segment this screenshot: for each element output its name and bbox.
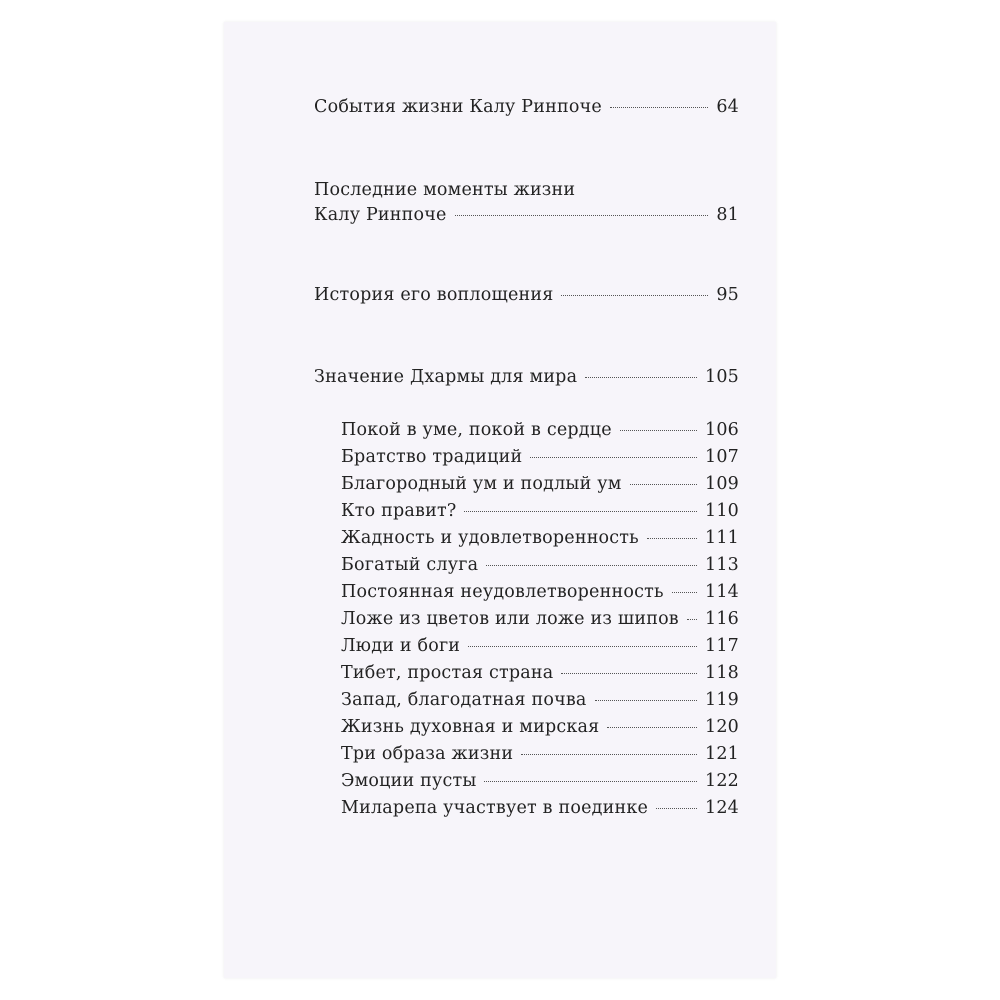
toc-subentry-title: Ложе из цветов или ложе из шипов	[341, 609, 679, 629]
toc-subentry-page: 120	[704, 717, 739, 737]
dot-leader	[585, 377, 697, 378]
book-page	[224, 22, 776, 978]
toc-subentry-page: 122	[704, 771, 739, 791]
dot-leader	[521, 754, 697, 755]
toc-subentry-title: Три образа жизни	[341, 744, 514, 764]
dot-leader	[486, 565, 697, 566]
toc-subentry-title: Богатый слуга	[341, 555, 479, 575]
toc-subentry-page: 106	[704, 420, 739, 440]
toc-subentry	[341, 663, 739, 683]
toc-subentry-page: 117	[704, 636, 739, 656]
dot-leader	[455, 215, 709, 216]
toc-subentry-page: 111	[704, 528, 739, 548]
dot-leader	[672, 592, 697, 593]
dot-leader	[647, 538, 697, 539]
toc-subentry-page: 113	[704, 555, 739, 575]
dot-leader	[595, 700, 697, 701]
toc-subentry-page: 119	[704, 690, 739, 710]
toc-subentry-page: 118	[704, 663, 739, 683]
toc-subentry-page: 110	[704, 501, 739, 521]
toc-entry-title-line2: Калу Ринпоче	[314, 205, 447, 225]
toc-subentry	[341, 528, 739, 548]
dot-leader	[530, 457, 697, 458]
toc-entry	[314, 205, 739, 225]
toc-subentry-title: Братство традиций	[341, 447, 523, 467]
toc-subentry-title: Эмоции пусты	[341, 771, 477, 791]
toc-entry	[314, 285, 739, 305]
toc-subentry-title: Жадность и удовлетворенность	[341, 528, 639, 548]
dot-leader	[630, 484, 697, 485]
toc-subentry-page: 124	[704, 798, 739, 818]
dot-leader	[620, 430, 697, 431]
toc-subentry	[341, 501, 739, 521]
toc-subentry-page: 121	[704, 744, 739, 764]
toc-subentry-page: 109	[704, 474, 739, 494]
toc-subentry	[341, 798, 739, 818]
toc-subentry-title: Тибет, простая страна	[341, 663, 554, 683]
toc-subentry	[341, 474, 739, 494]
toc-subentry-page: 114	[704, 582, 739, 602]
toc-subentry	[341, 744, 739, 764]
toc-subentry-title: Запад, благодатная почва	[341, 690, 587, 710]
toc-subentry	[341, 420, 739, 440]
toc-subentry-title: Благородный ум и подлый ум	[341, 474, 622, 494]
toc-subentry	[341, 582, 739, 602]
dot-leader	[561, 673, 697, 674]
dot-leader	[561, 295, 708, 296]
toc-subentry-title: Кто правит?	[341, 501, 457, 521]
toc-subentry	[341, 717, 739, 737]
toc-subentry	[341, 636, 739, 656]
toc-subentry-page: 107	[704, 447, 739, 467]
toc-subentry-title: Жизнь духовная и мирская	[341, 717, 600, 737]
toc-subentry-title: Люди и боги	[341, 636, 461, 656]
toc-entry-page: 81	[716, 205, 739, 225]
toc-entry-page: 105	[704, 367, 739, 387]
dot-leader	[484, 781, 697, 782]
dot-leader	[610, 107, 708, 108]
dot-leader	[656, 808, 697, 809]
toc-subentry-title: Покой в уме, покой в сердце	[341, 420, 612, 440]
dot-leader	[468, 646, 697, 647]
toc-entry	[314, 97, 739, 117]
toc-subentry-title: Миларепа участвует в поединке	[341, 798, 649, 818]
dot-leader	[687, 619, 697, 620]
toc-entry-title: История его воплощения	[314, 285, 554, 305]
toc-entry-title-line1: Последние моменты жизни	[314, 180, 576, 200]
toc-subentry-page: 116	[704, 609, 739, 629]
toc-subentry	[341, 690, 739, 710]
toc-subentry	[341, 447, 739, 467]
toc-entry-page: 95	[716, 285, 739, 305]
dot-leader	[464, 511, 697, 512]
toc-entry-title: Значение Дхармы для мира	[314, 367, 578, 387]
toc-entry	[314, 367, 739, 387]
dot-leader	[607, 727, 697, 728]
table-of-contents	[224, 22, 776, 978]
toc-subentry	[341, 771, 739, 791]
toc-entry-title: События жизни Калу Ринпоче	[314, 97, 602, 117]
toc-entry-page: 64	[716, 97, 739, 117]
toc-subentry	[341, 609, 739, 629]
toc-subentry-title: Постоянная неудовлетворенность	[341, 582, 664, 602]
toc-subentry	[341, 555, 739, 575]
